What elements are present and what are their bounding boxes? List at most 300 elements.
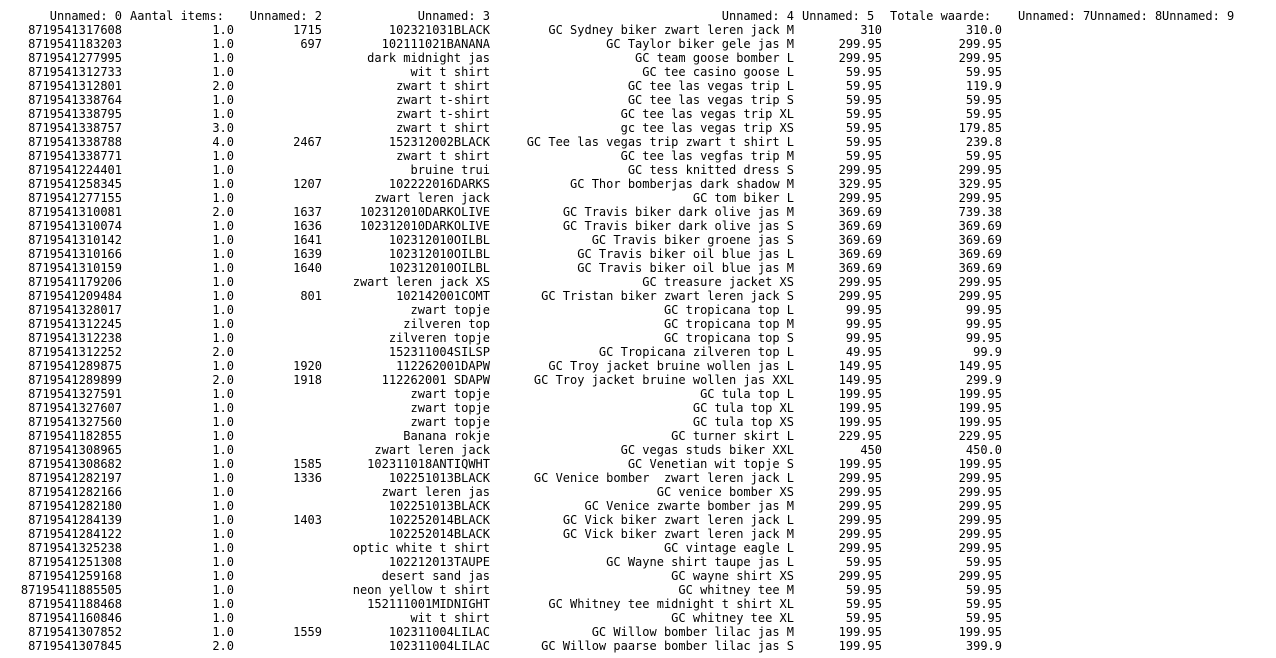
table-cell: zwart topje (410, 303, 490, 317)
table-cell: GC vegas studs biker XXL (620, 443, 794, 457)
table-cell: 8719541310074 (28, 219, 122, 233)
table-cell: GC venice bomber XS (656, 485, 794, 499)
table-cell: 199.95 (958, 401, 1002, 415)
table-row (0, 527, 1276, 541)
table-row (0, 219, 1276, 233)
table-cell: 59.95 (845, 65, 882, 79)
table-cell: 1.0 (212, 261, 234, 275)
table-cell: GC whitney tee M (678, 583, 794, 597)
table-row (0, 443, 1276, 457)
table-cell: 112262001 SDAPW (381, 373, 490, 387)
table-cell: 8719541258345 (28, 177, 122, 191)
table-cell: 299.95 (958, 51, 1002, 65)
table-row (0, 387, 1276, 401)
table-row (0, 429, 1276, 443)
table-cell: GC whitney tee XL (671, 611, 794, 625)
table-cell: GC Travis biker dark olive jas S (562, 219, 794, 233)
table-cell: GC Willow paarse bomber lilac jas S (541, 639, 794, 653)
table-cell: 8719541188468 (28, 597, 122, 611)
table-cell: 1207 (293, 177, 322, 191)
table-cell: 299.95 (838, 51, 882, 65)
table-cell: 8719541308965 (28, 443, 122, 457)
table-cell: GC Troy jacket bruine wollen jas XXL (533, 373, 794, 387)
table-cell: 4.0 (212, 135, 234, 149)
table-cell: 299.95 (838, 289, 882, 303)
table-cell: GC Venice bomber zwart leren jack L (533, 471, 794, 485)
table-cell: GC Sydney biker zwart leren jack M (548, 23, 794, 37)
table-cell: 1.0 (212, 247, 234, 261)
table-cell: 1918 (293, 373, 322, 387)
table-cell: GC tropicana top M (663, 317, 794, 331)
table-cell: 1403 (293, 513, 322, 527)
table-cell: 1.0 (212, 107, 234, 121)
table-cell: 199.95 (958, 415, 1002, 429)
table-cell: 1.0 (212, 527, 234, 541)
table-cell: 199.95 (838, 639, 882, 653)
table-cell: 2.0 (212, 373, 234, 387)
table-cell: GC Travis biker dark olive jas M (562, 205, 794, 219)
table-row (0, 401, 1276, 415)
table-cell: zwart t shirt (396, 79, 490, 93)
table-cell: 1.0 (212, 485, 234, 499)
table-row (0, 457, 1276, 471)
table-row (0, 51, 1276, 65)
table-row (0, 345, 1276, 359)
table-cell: 299.95 (838, 527, 882, 541)
table-cell: 1585 (293, 457, 322, 471)
table-cell: 8719541327607 (28, 401, 122, 415)
table-cell: 199.95 (838, 415, 882, 429)
table-cell: 801 (300, 289, 322, 303)
table-row (0, 555, 1276, 569)
table-row (0, 639, 1276, 653)
table-cell: 329.95 (838, 177, 882, 191)
table-cell: 299.95 (838, 471, 882, 485)
table-cell: 1.0 (212, 317, 234, 331)
table-cell: 8719541338771 (28, 149, 122, 163)
table-cell: 1636 (293, 219, 322, 233)
table-cell: 8719541182855 (28, 429, 122, 443)
table-cell: 8719541282197 (28, 471, 122, 485)
header-cell: Unnamed: 9 (1162, 9, 1235, 23)
table-cell: 99.95 (845, 331, 882, 345)
table-cell: Banana rokje (403, 429, 490, 443)
table-cell: 99.95 (965, 331, 1002, 345)
header-row (0, 9, 1276, 23)
table-cell: 8719541312252 (28, 345, 122, 359)
table-cell: 59.95 (845, 583, 882, 597)
table-cell: GC tula top L (700, 387, 794, 401)
table-cell: 369.69 (838, 233, 882, 247)
table-cell: 369.69 (838, 247, 882, 261)
header-cell: Unnamed: 0 (49, 9, 122, 23)
table-row (0, 135, 1276, 149)
table-cell: 2.0 (212, 205, 234, 219)
table-row (0, 23, 1276, 37)
table-cell: 1.0 (212, 163, 234, 177)
table-cell: GC tula top XL (692, 401, 794, 415)
table-cell: 179.85 (958, 121, 1002, 135)
table-cell: 1.0 (212, 583, 234, 597)
table-cell: 99.95 (965, 303, 1002, 317)
table-cell: 299.95 (958, 191, 1002, 205)
table-body (0, 23, 1276, 653)
table-cell: 99.9 (973, 345, 1002, 359)
table-row (0, 121, 1276, 135)
table-cell: 369.69 (838, 261, 882, 275)
table-cell: 369.69 (958, 247, 1002, 261)
table-cell: 2.0 (212, 79, 234, 93)
table-cell: 8719541312238 (28, 331, 122, 345)
table-cell: neon yellow t shirt (352, 583, 490, 597)
table-row (0, 373, 1276, 387)
table-cell: 2467 (293, 135, 322, 149)
table-cell: 199.95 (838, 625, 882, 639)
table-cell: 59.95 (845, 611, 882, 625)
table-cell: 299.95 (958, 485, 1002, 499)
table-cell: 199.95 (958, 457, 1002, 471)
table-cell: 1.0 (212, 457, 234, 471)
table-cell: 152111001MIDNIGHT (367, 597, 490, 611)
table-cell: 102312010OILBL (388, 233, 490, 247)
table-cell: 1.0 (212, 93, 234, 107)
table-cell: 1715 (293, 23, 322, 37)
table-cell: GC tropicana top L (663, 303, 794, 317)
table-cell: 102312010DARKOLIVE (359, 205, 490, 219)
table-cell: desert sand jas (381, 569, 490, 583)
table-cell: 1.0 (212, 149, 234, 163)
table-cell: GC Troy jacket bruine wollen jas L (548, 359, 794, 373)
table-cell: 1.0 (212, 359, 234, 373)
spreadsheet-text-dump (0, 9, 1276, 653)
table-cell: 199.95 (838, 387, 882, 401)
table-cell: 310 (860, 23, 882, 37)
table-cell: 8719541325238 (28, 541, 122, 555)
table-cell: 1640 (293, 261, 322, 275)
table-cell: 329.95 (958, 177, 1002, 191)
table-cell: 8719541307845 (28, 639, 122, 653)
table-cell: optic white t shirt (352, 541, 490, 555)
table-cell: 1.0 (212, 569, 234, 583)
table-cell: GC wayne shirt XS (671, 569, 794, 583)
table-cell: zwart leren jack (374, 191, 490, 205)
table-row (0, 583, 1276, 597)
table-cell: 8719541277155 (28, 191, 122, 205)
table-cell: dark midnight jas (367, 51, 490, 65)
table-cell: 299.95 (838, 163, 882, 177)
table-cell: 8719541289875 (28, 359, 122, 373)
table-cell: 1.0 (212, 219, 234, 233)
table-row (0, 177, 1276, 191)
table-cell: 450 (860, 443, 882, 457)
table-row (0, 191, 1276, 205)
table-cell: 369.69 (958, 261, 1002, 275)
table-cell: 1.0 (212, 415, 234, 429)
table-cell: 102311004LILAC (388, 639, 490, 653)
table-row (0, 233, 1276, 247)
table-row (0, 597, 1276, 611)
table-cell: 59.95 (845, 79, 882, 93)
header-cell: Unnamed: 7 (1018, 9, 1091, 23)
table-cell: GC Vick biker zwart leren jack L (562, 513, 794, 527)
table-row (0, 65, 1276, 79)
table-cell: 229.95 (958, 429, 1002, 443)
table-cell: 8719541282166 (28, 485, 122, 499)
table-cell: 8719541328017 (28, 303, 122, 317)
table-cell: 299.95 (958, 163, 1002, 177)
table-cell: GC tee las vegas trip S (627, 93, 794, 107)
table-cell: 112262001DAPW (396, 359, 490, 373)
table-cell: GC tropicana top S (663, 331, 794, 345)
table-cell: 299.95 (838, 275, 882, 289)
table-cell: 299.95 (958, 527, 1002, 541)
table-cell: 8719541327560 (28, 415, 122, 429)
table-cell: 102111021BANANA (381, 37, 490, 51)
table-cell: 59.95 (845, 135, 882, 149)
table-cell: 1.0 (212, 37, 234, 51)
table-cell: GC turner skirt L (671, 429, 794, 443)
header-cell: Unnamed: 8 (1090, 9, 1163, 23)
table-cell: 299.95 (838, 191, 882, 205)
table-cell: 1.0 (212, 597, 234, 611)
table-cell: 102312010OILBL (388, 247, 490, 261)
table-cell: 102142001COMT (396, 289, 490, 303)
table-cell: 102251013BLACK (388, 499, 490, 513)
table-row (0, 331, 1276, 345)
table-cell: 59.95 (845, 597, 882, 611)
table-row (0, 289, 1276, 303)
table-cell: 8719541317608 (28, 23, 122, 37)
table-row (0, 499, 1276, 513)
table-cell: 102311018ANTIQWHT (367, 457, 490, 471)
table-cell: 59.95 (965, 107, 1002, 121)
table-cell: 1.0 (212, 513, 234, 527)
table-cell: GC Tropicana zilveren top L (598, 345, 794, 359)
table-cell: 8719541284122 (28, 527, 122, 541)
table-row (0, 275, 1276, 289)
table-cell: 229.95 (838, 429, 882, 443)
table-cell: 99.95 (845, 317, 882, 331)
table-cell: GC tee las vegas trip XL (620, 107, 794, 121)
table-row (0, 205, 1276, 219)
table-cell: 8719541289899 (28, 373, 122, 387)
table-cell: 119.9 (965, 79, 1002, 93)
table-cell: zwart leren jas (381, 485, 490, 499)
table-cell: GC treasure jacket XS (642, 275, 794, 289)
table-cell: 1.0 (212, 177, 234, 191)
table-cell: GC Travis biker groene jas S (591, 233, 794, 247)
table-cell: 299.95 (958, 513, 1002, 527)
table-cell: 102321031BLACK (388, 23, 490, 37)
table-cell: 8719541179206 (28, 275, 122, 289)
table-cell: GC tee las vegfas trip M (620, 149, 794, 163)
table-cell: zwart topje (410, 401, 490, 415)
table-cell: zwart leren jack XS (352, 275, 490, 289)
table-cell: 59.95 (965, 65, 1002, 79)
table-cell: 697 (300, 37, 322, 51)
table-cell: 59.95 (845, 555, 882, 569)
table-cell: 1.0 (212, 23, 234, 37)
table-cell: 1.0 (212, 331, 234, 345)
table-cell: 299.95 (958, 289, 1002, 303)
table-cell: 1.0 (212, 233, 234, 247)
table-cell: GC Travis biker oil blue jas M (577, 261, 794, 275)
table-row (0, 359, 1276, 373)
header-cell: Aantal items: (130, 9, 224, 23)
table-cell: 199.95 (958, 625, 1002, 639)
table-cell: 1336 (293, 471, 322, 485)
table-cell: 8719541338788 (28, 135, 122, 149)
table-cell: 8719541338795 (28, 107, 122, 121)
table-cell: GC tess knitted dress S (627, 163, 794, 177)
header-cell: Unnamed: 4 (721, 9, 794, 23)
table-cell: 8719541224401 (28, 163, 122, 177)
table-cell: 59.95 (965, 597, 1002, 611)
table-cell: 1920 (293, 359, 322, 373)
table-cell: 59.95 (965, 93, 1002, 107)
table-cell: 49.95 (845, 345, 882, 359)
table-cell: 739.38 (958, 205, 1002, 219)
table-row (0, 303, 1276, 317)
table-cell: 102251013BLACK (388, 471, 490, 485)
table-cell: 299.95 (958, 37, 1002, 51)
table-cell: 199.95 (838, 457, 882, 471)
table-cell: 8719541282180 (28, 499, 122, 513)
table-cell: 1.0 (212, 625, 234, 639)
table-cell: 1.0 (212, 303, 234, 317)
table-cell: 59.95 (845, 121, 882, 135)
table-row (0, 107, 1276, 121)
table-cell: 1637 (293, 205, 322, 219)
table-row (0, 79, 1276, 93)
table-cell: 1.0 (212, 429, 234, 443)
table-row (0, 149, 1276, 163)
table-row (0, 247, 1276, 261)
table-cell: GC Tee las vegas trip zwart t shirt L (526, 135, 794, 149)
table-cell: wit t shirt (410, 65, 490, 79)
table-cell: GC Thor bomberjas dark shadow M (570, 177, 794, 191)
table-cell: 149.95 (958, 359, 1002, 373)
table-cell: 299.95 (838, 541, 882, 555)
table-cell: 399.9 (965, 639, 1002, 653)
table-cell: 8719541310081 (28, 205, 122, 219)
table-cell: wit t shirt (410, 611, 490, 625)
table-cell: zwart topje (410, 387, 490, 401)
table-cell: 299.95 (838, 485, 882, 499)
table-cell: 299.95 (958, 541, 1002, 555)
table-cell: 8719541183203 (28, 37, 122, 51)
table-cell: 8719541310166 (28, 247, 122, 261)
table-cell: 149.95 (838, 373, 882, 387)
table-cell: GC tula top XS (692, 415, 794, 429)
table-row (0, 261, 1276, 275)
table-cell: GC Tristan biker zwart leren jack S (541, 289, 794, 303)
table-cell: 1639 (293, 247, 322, 261)
table-row (0, 163, 1276, 177)
table-cell: zwart t-shirt (396, 93, 490, 107)
table-row (0, 513, 1276, 527)
table-cell: 99.95 (965, 317, 1002, 331)
table-cell: 1.0 (212, 471, 234, 485)
header-cell: Unnamed: 3 (417, 9, 490, 23)
table-cell: 369.69 (838, 205, 882, 219)
table-cell: 8719541312801 (28, 79, 122, 93)
header-cell: Totale waarde: (890, 9, 992, 23)
table-cell: 102222016DARKS (388, 177, 490, 191)
table-cell: zwart t shirt (396, 121, 490, 135)
table-cell: 59.95 (845, 107, 882, 121)
table-row (0, 415, 1276, 429)
table-cell: 3.0 (212, 121, 234, 135)
table-cell: 1.0 (212, 191, 234, 205)
table-cell: GC Venice zwarte bomber jas M (584, 499, 794, 513)
table-cell: 87195411885505 (20, 583, 122, 597)
table-cell: 369.69 (838, 219, 882, 233)
table-row (0, 485, 1276, 499)
table-cell: 299.95 (838, 569, 882, 583)
table-cell: 102312010OILBL (388, 261, 490, 275)
table-cell: 450.0 (965, 443, 1002, 457)
table-cell: GC Vick biker zwart leren jack M (562, 527, 794, 541)
header-cell: Unnamed: 5 (802, 9, 875, 23)
table-cell: 8719541160846 (28, 611, 122, 625)
table-cell: 8719541310159 (28, 261, 122, 275)
table-cell: 1.0 (212, 275, 234, 289)
table-cell: 369.69 (958, 233, 1002, 247)
table-cell: 8719541209484 (28, 289, 122, 303)
table-cell: 369.69 (958, 219, 1002, 233)
table-cell: 1641 (293, 233, 322, 247)
table-cell: 2.0 (212, 345, 234, 359)
table-cell: GC Taylor biker gele jas M (606, 37, 794, 51)
table-cell: 59.95 (965, 611, 1002, 625)
table-cell: 8719541327591 (28, 387, 122, 401)
table-cell: 152312002BLACK (388, 135, 490, 149)
table-cell: 299.95 (958, 569, 1002, 583)
table-cell: 1.0 (212, 401, 234, 415)
table-cell: 59.95 (965, 555, 1002, 569)
table-row (0, 611, 1276, 625)
table-cell: GC vintage eagle L (663, 541, 794, 555)
table-cell: 1.0 (212, 555, 234, 569)
table-cell: 239.8 (965, 135, 1002, 149)
table-cell: 59.95 (965, 149, 1002, 163)
table-cell: 8719541338757 (28, 121, 122, 135)
header-cell: Unnamed: 2 (249, 9, 322, 23)
table-cell: GC Whitney tee midnight t shirt XL (548, 597, 794, 611)
table-row (0, 37, 1276, 51)
table-cell: 310.0 (965, 23, 1002, 37)
table-row (0, 93, 1276, 107)
table-cell: 1.0 (212, 499, 234, 513)
table-cell: 299.95 (958, 471, 1002, 485)
table-cell: zilveren top (403, 317, 490, 331)
table-cell: 299.95 (958, 275, 1002, 289)
table-cell: 8719541307852 (28, 625, 122, 639)
table-cell: 102252014BLACK (388, 527, 490, 541)
table-cell: 299.95 (958, 499, 1002, 513)
table-cell: 102212013TAUPE (388, 555, 490, 569)
table-cell: gc tee las vegas trip XS (620, 121, 794, 135)
table-cell: 2.0 (212, 639, 234, 653)
table-cell: 8719541251308 (28, 555, 122, 569)
table-cell: GC Venetian wit topje S (627, 457, 794, 471)
table-cell: zwart t shirt (396, 149, 490, 163)
table-cell: GC tee casino goose L (642, 65, 794, 79)
table-cell: GC Travis biker oil blue jas L (577, 247, 794, 261)
table-cell: 102312010DARKOLIVE (359, 219, 490, 233)
table-cell: 152311004SILSP (388, 345, 490, 359)
